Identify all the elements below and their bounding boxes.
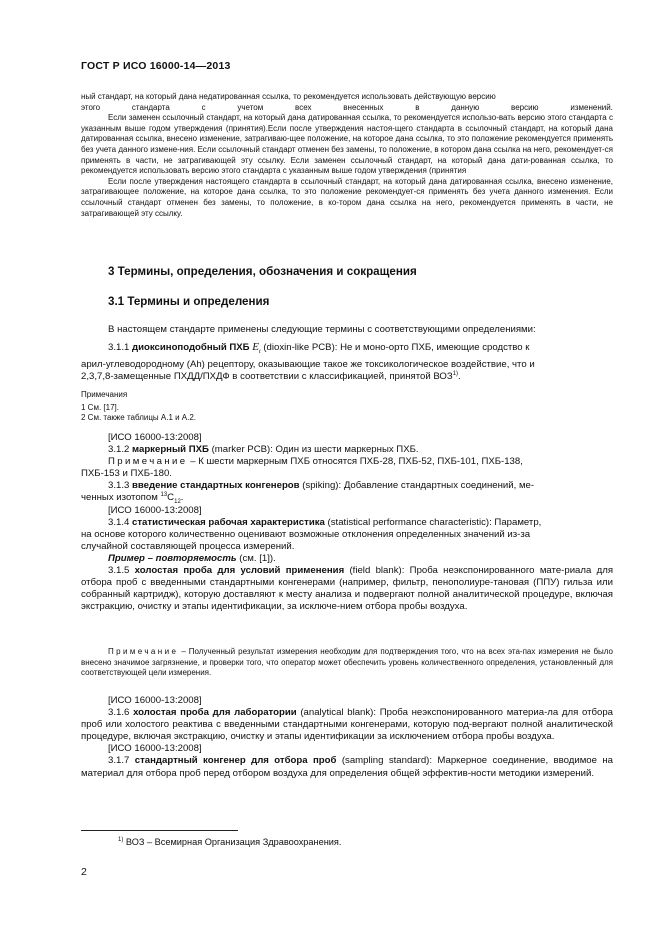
term-3-1-5: 3.1.5 холостая проба для условий применения (field blank): Проба неэкспонированного мате-риала для отбора проб с введенными стандартными конгенерами (например, фильтр, пенополиуре-тановая (ППУ) гильза или собранный картридж), которую доставляют к месту анализа и подвергают полной аналитической процедуре, включая экстракцию, очистку и этапы идентификации, за исключе-нием отбора пробы воздуха. [81,565,614,613]
section-3-heading: 3 Термины, определения, обозначения и сокращения [108,265,417,278]
word: версию [511,102,539,112]
word: с [201,102,206,112]
notes-block [81,390,613,424]
page-number: 2 [81,866,87,878]
term-3-1-4-line-3: случайной составляющей процесса измерений. [81,540,295,552]
note-1: 1 См. [17]. [81,402,119,412]
reference: [ИСО 16000-13:2008] [108,432,202,443]
term-3-1-4: 3.1.4 статистическая рабочая характеристика (statistical performance characteristic): Параметр, [108,516,542,528]
term-3-1-2-note-line-2: ПХБ-153 и ПХБ-180. [81,468,172,480]
intro-line-1: ный стандарт, на который дана недатированная ссылка, то рекомендуется использовать действующую версию [81,92,496,101]
word: этого [81,102,101,112]
term-definition: (dioxin-like PCB): Не и моно-орто ПХБ, имеющие сродство к [263,342,530,354]
term-3-1-4-line-2: на основе которого количественно оценивают возможные отклонения определенных значений из-за [81,528,531,540]
footnote-text: ВОЗ – Всемирная Организация Здравоохранения. [123,837,342,847]
term-3-1-6: 3.1.6 холостая проба для лаборатории (analytical blank): Проба неэкспонированного материа-ла для отбора проб или холостого реактива с введенными стандартными конгенерами, которую под-вергают полной аналитической процедуре, включая экстракцию, очистку и этапы идентификации за исключением отбора пробы воздуха. [81,707,614,743]
definitions-block [81,432,613,613]
term-3-1-2: 3.1.2 маркерный ПХБ (marker PCB): Один из шести маркерных ПХБ. [108,444,419,456]
term-3-1-3: 3.1.3 введение стандартных конгенеров (spiking): Добавление стандартных соединений, ме- [108,480,535,492]
reference: [ИСО 16000-13:2008] [108,743,202,755]
word: внесенных [343,102,384,112]
example: Пример – повторяемость (см. [1]). [108,552,276,564]
definitions-block-2 [81,695,613,780]
intro-line-2 [81,103,613,114]
term-3-1-2-note: Примечание – К шести маркерным ПХБ относятся ПХБ-28, ПХБ-52, ПХБ-101, ПХБ-138, [108,456,523,468]
reference: [ИСО 16000-13:2008] [108,695,202,706]
section-3-1-heading: 3.1 Термины и определения [108,295,270,308]
footnote-mark: 1) [452,371,459,378]
term-3-1-7: 3.1.7 стандартный конгенер для отбора проб (sampling standard): Маркерное соединение, вводимое на материал для отбора проб перед отбором воздуха для определения общей эффектив-ности методики измерений. [81,755,613,779]
term-name: диоксиноподобный ПХБ [132,342,250,354]
word: учетом [237,102,264,112]
note-2: 2 См. также таблицы А.1 и А.2. [81,413,197,423]
note-block [81,647,613,679]
symbol: $E_t$ [252,341,261,356]
footnote [118,837,341,847]
intro-block [81,92,613,219]
word: всех [295,102,312,112]
note-text: Примечание – Полученный результат измерения необходим для подтверждения того, что на всех эта-пах измерения не было внесено значимое загрязнение, и проверки того, что оператор может обеспечить уровень количественного определения, установленный для соответствующей цели измерения. [81,647,613,678]
lead-sentence: В настоящем стандарте применены следующие термины с соответствующими определениями: [108,324,536,335]
word: данную [451,102,480,112]
word: стандарта [131,102,170,112]
term-3-1-3-line-2: ченных изотопом $^{13}C_{12}$. [81,492,184,506]
reference: [ИСО 16000-13:2008] [108,504,202,516]
term-number: 3.1.1 [108,342,130,354]
word: в [415,102,420,112]
footnote-separator [81,830,238,831]
intro-paragraph-2: Если заменен ссылочный стандарт, на который дана датированная ссылка, то рекомендуется использо-вать версию этого стандарта с указанным выше годом утверждения (принятия).Если после утверждения настоя-щего стандарта в ссылочный стандарт, на который дана датированная ссылка, внесено изменение, затрагиваю-щее положение, на которое дана ссылка, то это положение рекомендуется применять без учета данного измене-ния. Если ссылочный стандарт отменен без замены, то положение, в котором дана ссылка на него, рекомендует-ся применять в части, не затрагивающей эту ссылку. Если заменен ссылочный стандарт, на который дана дати-рованная ссылка, то рекомендуется использовать версию этого стандарта с указанным выше годом утверждения (принятия [81,113,613,176]
footnote-mark: 1) [118,836,124,843]
intro-paragraph-3: Если после утверждения настоящего стандарта в ссылочный стандарт, на который дана датированная ссылка, внесено изменение, затрагивающее положение, на которое дана ссылка, то это положение рекомендует-ся применять без учета данного изменения. Если ссылочный стандарт отменен без замены, то положение, в ко-тором дана ссылка на него, рекомендуется применять в части, не затрагивающей эту ссылку. [81,176,613,218]
term-3-1-1-line-1 [81,341,613,354]
document-header: ГОСТ Р ИСО 16000-14—2013 [81,60,231,72]
term-3-1-1-block [81,324,613,383]
word: изменений. [570,102,613,112]
notes-title: Примечания [81,390,128,399]
term-3-1-1-line-2: арил-углеводородному (Ah) рецептору, оказывающие такое же токсикологическое воздействие, что и [81,359,535,371]
term-3-1-1-line-3: 2,3,7,8-замещенные ПХДД/ПХДФ в соответствии с классификацией, принятой ВОЗ$^{1)}$. [81,371,461,383]
